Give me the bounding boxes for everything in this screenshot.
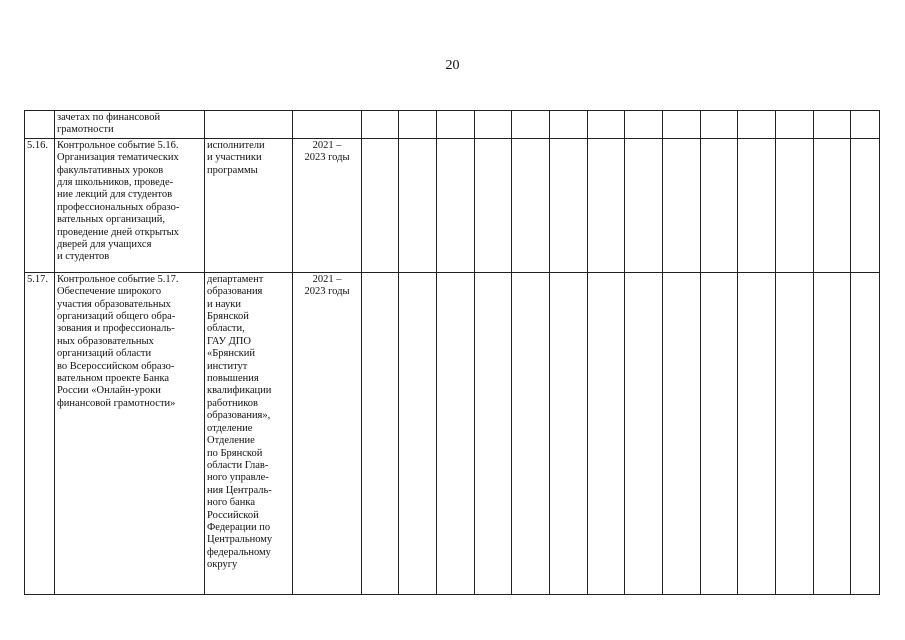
empty-cell — [625, 272, 663, 594]
events-table — [24, 110, 880, 595]
empty-cell — [851, 138, 880, 272]
empty-cell — [625, 111, 663, 139]
empty-cell — [550, 111, 588, 139]
empty-cell — [663, 138, 701, 272]
page-number: 20 — [445, 58, 460, 73]
empty-cell — [362, 111, 399, 139]
empty-cell — [588, 272, 625, 594]
empty-cell — [738, 111, 776, 139]
empty-cell — [701, 111, 738, 139]
row-number: 5.16. — [25, 138, 55, 272]
executor-cell: департамент образования и науки Брянской области, ГАУ ДПО «Брянский институт повышения квалификации работников образования», отделение Отделение по Брянской области Глав- ного управле- ния Централь- ного банка Российской Федерации по Центральному федеральному округу — [205, 272, 293, 594]
empty-cell — [776, 272, 814, 594]
event-cell: зачетах по финансовой грамотности — [55, 111, 205, 139]
event-cell: Контрольное событие 5.16. Организация тематических факультативных уроков для школьников, проведе- ние лекций для студентов профессиональных образо- вательных организаций, проведение дней открытых дверей для учащихся и студентов — [55, 138, 205, 272]
empty-cell — [663, 272, 701, 594]
empty-cell — [738, 138, 776, 272]
empty-cell — [550, 272, 588, 594]
empty-cell — [550, 138, 588, 272]
empty-cell — [814, 138, 851, 272]
empty-cell — [625, 138, 663, 272]
empty-cell — [437, 138, 475, 272]
row-number — [25, 111, 55, 139]
table-row — [25, 111, 880, 139]
empty-cell — [475, 272, 512, 594]
empty-cell — [588, 138, 625, 272]
empty-cell — [362, 272, 399, 594]
empty-cell — [738, 272, 776, 594]
period-cell: 2021 – 2023 годы — [293, 138, 362, 272]
empty-cell — [776, 138, 814, 272]
empty-cell — [399, 272, 437, 594]
executor-cell: исполнители и участники программы — [205, 138, 293, 272]
table-row — [25, 272, 880, 594]
executor-cell — [205, 111, 293, 139]
empty-cell — [399, 111, 437, 139]
row-number: 5.17. — [25, 272, 55, 594]
empty-cell — [362, 138, 399, 272]
table-row — [25, 138, 880, 272]
empty-cell — [437, 272, 475, 594]
empty-cell — [851, 272, 880, 594]
period-cell: 2021 – 2023 годы — [293, 272, 362, 594]
empty-cell — [776, 111, 814, 139]
period-cell — [293, 111, 362, 139]
empty-cell — [475, 111, 512, 139]
empty-cell — [588, 111, 625, 139]
empty-cell — [701, 272, 738, 594]
event-cell: Контрольное событие 5.17. Обеспечение широкого участия образовательных организаций общего обра- зования и профессиональ- ных образовательных организаций области во Всероссийском образо- вательном проекте Банка России «Онлайн-уроки финансовой грамотности» — [55, 272, 205, 594]
empty-cell — [663, 111, 701, 139]
empty-cell — [512, 138, 550, 272]
empty-cell — [399, 138, 437, 272]
empty-cell — [437, 111, 475, 139]
empty-cell — [701, 138, 738, 272]
empty-cell — [475, 138, 512, 272]
empty-cell — [512, 272, 550, 594]
empty-cell — [814, 272, 851, 594]
empty-cell — [851, 111, 880, 139]
empty-cell — [814, 111, 851, 139]
empty-cell — [512, 111, 550, 139]
